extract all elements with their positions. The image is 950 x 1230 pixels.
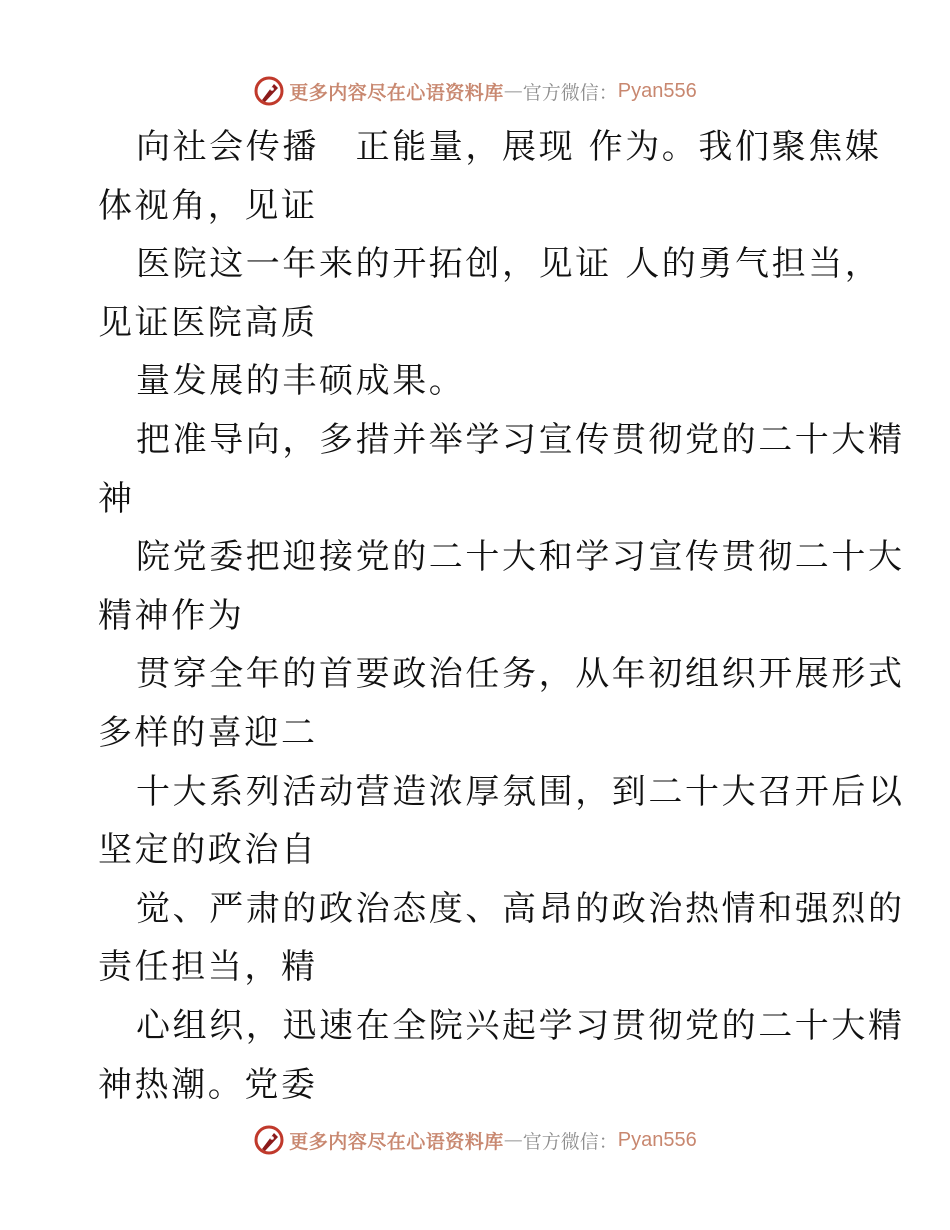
text-line: 体视角，见证: [98, 185, 318, 226]
text-line: 十大系列活动营造浓厚氛围，到二十大召开后以: [136, 771, 905, 812]
text-line: 神热潮。党委: [98, 1064, 318, 1105]
text-line: 贯穿全年的首要政治任务，从年初组织开展形式: [136, 654, 905, 695]
text-line: 把准导向，多措并举学习宣传贯彻党的二十大精: [136, 419, 905, 460]
document-body: [98, 118, 905, 1114]
text-line: 院党委把迎接党的二十大和学习宣传贯彻二十大: [136, 537, 905, 578]
banner-wechat-label: 官方微信：: [522, 1130, 618, 1153]
text-line: 神: [98, 478, 135, 519]
banner-wechat-id: Pyan556: [617, 1128, 697, 1151]
banner-wechat-id: Pyan556: [617, 79, 697, 102]
text-line: 医院这一年来的开拓创，见证 人的勇气担当，: [136, 244, 882, 285]
pen-nib-circle-icon: [253, 75, 285, 107]
text-line: 向社会传播 正能量，展现 作为。我们聚焦媒: [136, 127, 882, 167]
text-line: 觉、严肃的政治态度、高昂的政治热情和强烈的: [136, 888, 905, 929]
text-line: 坚定的政治自: [98, 830, 318, 871]
text-line: 责任担当，精: [98, 947, 318, 988]
text-line: 量发展的丰硕成果。: [136, 361, 466, 402]
text-line: 见证医院高质: [98, 302, 318, 343]
text-line: 心组织，迅速在全院兴起学习贯彻党的二十大精: [136, 1005, 905, 1046]
banner-main-text: 更多内容尽在心语资料库: [289, 1130, 504, 1153]
banner-dash: —: [503, 1129, 523, 1151]
pen-nib-circle-icon: [253, 1124, 285, 1156]
text-line: 多样的喜迎二: [98, 712, 318, 753]
text-line: 精神作为: [98, 595, 245, 636]
footer-banner: [0, 1120, 950, 1160]
header-banner: [0, 71, 950, 111]
banner-wechat-label: 官方微信：: [522, 81, 618, 104]
banner-main-text: 更多内容尽在心语资料库: [289, 81, 504, 104]
banner-dash: —: [503, 80, 523, 102]
